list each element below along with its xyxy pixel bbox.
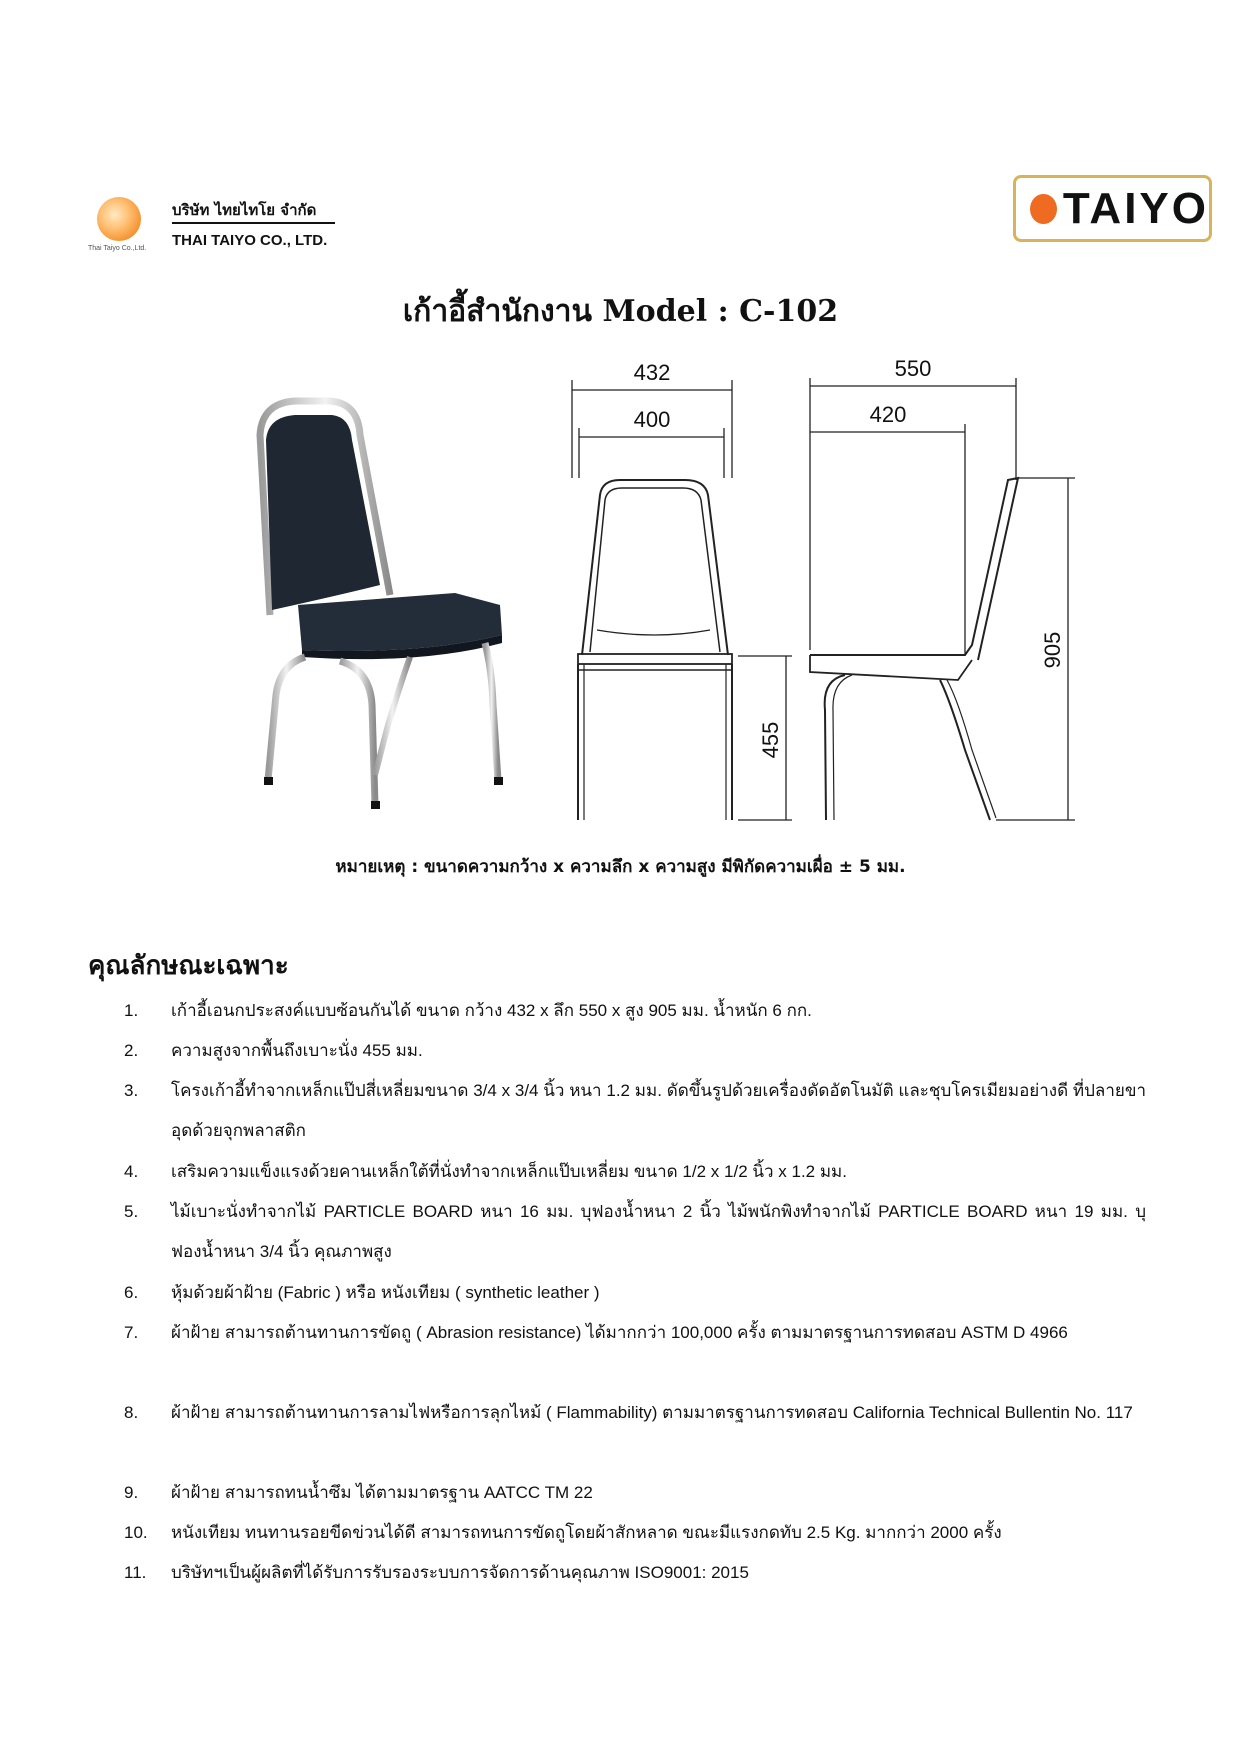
dim-total-height: 905 xyxy=(1040,631,1065,669)
spec-item: ผ้าฝ้าย สามารถต้านทานการขัดถู ( Abrasion resistance) ได้มากกว่า 100,000 ครั้ง ตามมาตรฐานการทดสอบ ASTM D 4966 xyxy=(171,1323,1068,1342)
taiyo-brand-logo xyxy=(1013,175,1212,242)
spec-number: 7. xyxy=(124,1323,139,1342)
spec-number: 9. xyxy=(124,1483,139,1502)
company-name-thai: บริษัท ไทยไทโย จำกัด xyxy=(172,201,317,219)
spec-number: 1. xyxy=(124,1001,139,1020)
spec-number: 8. xyxy=(124,1403,139,1422)
spec-item: หนังเทียม ทนทานรอยขีดข่วนได้ดี สามารถทนการขัดถูโดยผ้าสักหลาด ขณะมีแรงกดทับ 2.5 Kg. มากกว่า 2000 ครั้ง xyxy=(171,1523,1002,1542)
chair-photo xyxy=(240,395,520,815)
dim-side-seat-depth: 420 xyxy=(869,402,907,427)
spec-item: ไม้เบาะนั่งทำจากไม้ PARTICLE BOARD หนา 16 มม. บุฟองน้ำหนา 2 นิ้ว ไม้พนักพิงทำจากไม้ PARTICLE BOARD หนา 19 มม. บุฟองน้ำหนา 3/4 นิ้ว คุณภาพสูง xyxy=(171,1202,1146,1261)
brand-dot-icon xyxy=(1030,194,1057,224)
spec-item: เสริมความแข็งแรงด้วยคานเหล็กใต้ที่นั่งทำจากเหล็กแป๊บเหลี่ยม ขนาด 1/2 x 1/2 นิ้ว x 1.2 มม. xyxy=(171,1162,847,1181)
dim-front-total-width: 432 xyxy=(633,360,671,385)
spec-item: โครงเก้าอี้ทำจากเหล็กแป๊ปสี่เหลี่ยมขนาด 3/4 x 3/4 นิ้ว หนา 1.2 มม. ดัดขึ้นรูปด้วยเครื่องดัดอัตโนมัติ และชุบโครเมียมอย่างดี ที่ปลายขาอุดด้วยจุกพลาสติก xyxy=(171,1081,1146,1140)
specifications-heading: คุณลักษณะเฉพาะ xyxy=(88,951,289,981)
spec-item: เก้าอี้เอนกประสงค์แบบซ้อนกันได้ ขนาด กว้าง 432 x ลึก 550 x สูง 905 มม. น้ำหนัก 6 กก. xyxy=(171,1001,812,1020)
company-logo-sun xyxy=(97,197,141,241)
spec-number: 5. xyxy=(124,1202,139,1221)
spec-number: 11. xyxy=(124,1563,147,1582)
spec-number: 4. xyxy=(124,1162,139,1181)
dim-front-seat-width: 400 xyxy=(633,407,671,432)
tolerance-note: หมายเหตุ : ขนาดความกว้าง x ความลึก x ความสูง มีพิกัดความเผื่อ ± 5 มม. xyxy=(335,857,906,877)
dim-seat-height: 455 xyxy=(758,721,783,759)
spec-number: 2. xyxy=(124,1041,139,1060)
spec-item: ผ้าฝ้าย สามารถต้านทานการลามไฟหรือการลุกไหม้ ( Flammability) ตามมาตรฐานการทดสอบ California Technical Bullentin No. 117 xyxy=(171,1403,1133,1422)
spec-item: บริษัทฯเป็นผู้ผลิตที่ได้รับการรับรองระบบการจัดการด้านคุณภาพ ISO9001: 2015 xyxy=(171,1563,749,1582)
spec-item: ความสูงจากพื้นถึงเบาะนั่ง 455 มม. xyxy=(171,1041,423,1060)
spec-item: ผ้าฝ้าย สามารถทนน้ำซึม ได้ตามมาตรฐาน AATCC TM 22 xyxy=(171,1483,593,1502)
brand-logo-text: TAIYO xyxy=(1062,183,1209,233)
page-title: เก้าอี้สำนักงาน Model : C-102 xyxy=(402,294,839,329)
company-name-underline xyxy=(172,222,335,224)
spec-number: 6. xyxy=(124,1283,139,1302)
dim-side-total-depth: 550 xyxy=(894,356,932,381)
spec-number: 3. xyxy=(124,1081,139,1100)
spec-number: 10. xyxy=(124,1523,148,1542)
company-name-english: THAI TAIYO CO., LTD. xyxy=(172,232,328,249)
company-logo-caption: Thai Taiyo Co.,Ltd. xyxy=(88,245,147,252)
spec-item: หุ้มด้วยผ้าฝ้าย (Fabric ) หรือ หนังเทียม ( synthetic leather ) xyxy=(171,1283,600,1302)
dimension-drawing xyxy=(560,350,1080,830)
